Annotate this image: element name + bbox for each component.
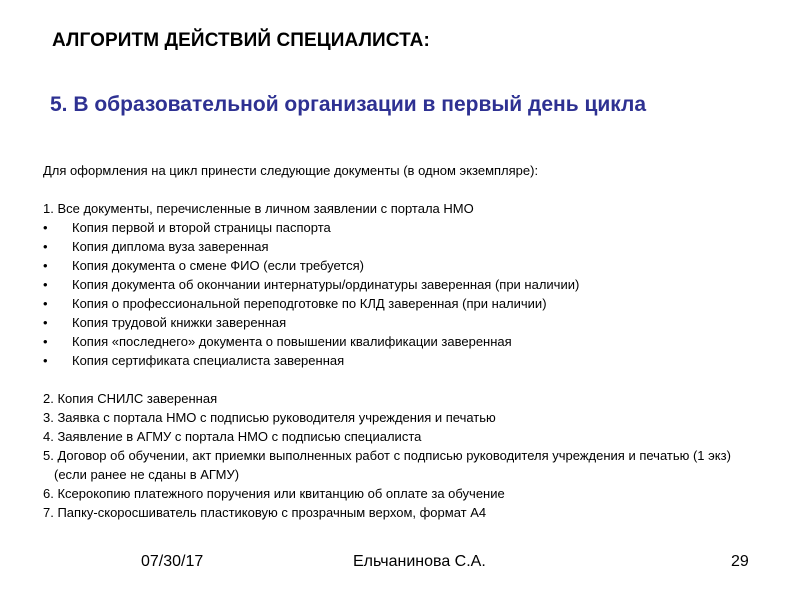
bullet-item: • Копия первой и второй страницы паспорта — [43, 220, 331, 235]
bullet-item: • Копия сертификата специалиста заверенная — [43, 353, 345, 368]
bullet-item: • Копия документа об окончании интернатуры/ординатуры заверенная (при наличии) — [43, 277, 580, 292]
bullet-icon: • — [43, 220, 48, 235]
document-bullet-list — [43, 218, 763, 370]
intro-text: Для оформления на цикл принести следующие документы (в одном экземпляре): — [43, 163, 539, 178]
list-item-6: 6. Ксерокопию платежного поручения или квитанцию об оплате за обучение — [43, 486, 505, 501]
spacer — [43, 370, 763, 389]
page-number: 29 — [731, 553, 749, 570]
bullet-item: • Копия трудовой книжки заверенная — [43, 315, 287, 330]
list-item-5: 5. Договор об обучении, акт приемки выполненных работ с подписью руководителя учреждения и печатью (1 экз) (если ранее не сданы в АГМУ) — [43, 448, 731, 482]
bullet-item: • Копия о профессиональной переподготовке по КЛД заверенная (при наличии) — [43, 296, 547, 311]
slide-title: АЛГОРИТМ ДЕЙСТВИЙ СПЕЦИАЛИСТА: — [52, 30, 430, 51]
bullet-icon: • — [43, 239, 48, 254]
bullet-icon: • — [43, 277, 48, 292]
list-item-3: 3. Заявка с портала НМО с подписью руководителя учреждения и печатью — [43, 410, 496, 425]
bullet-icon: • — [43, 258, 48, 273]
bullet-icon: • — [43, 296, 48, 311]
bullet-item: • Копия документа о смене ФИО (если требуется) — [43, 258, 365, 273]
list-item-2: 2. Копия СНИЛС заверенная — [43, 391, 218, 406]
list-item-1: 1. Все документы, перечисленные в личном заявлении с портала НМО — [43, 201, 474, 216]
footer-date: 07/30/17 — [141, 553, 204, 570]
bullet-item: • Копия «последнего» документа о повышении квалификации заверенная — [43, 334, 512, 349]
list-item-4: 4. Заявление в АГМУ с портала НМО с подписью специалиста — [43, 429, 422, 444]
list-item-7: 7. Папку-скоросшиватель пластиковую с прозрачным верхом, формат А4 — [43, 505, 487, 520]
slide-subtitle: 5. В образовательной организации в первый день цикла — [50, 93, 647, 116]
bullet-item: • Копия диплома вуза заверенная — [43, 239, 269, 254]
slide-content — [43, 161, 763, 522]
footer-author: Ельчанинова С.А. — [353, 553, 486, 570]
bullet-icon: • — [43, 315, 48, 330]
bullet-icon: • — [43, 353, 48, 368]
bullet-icon: • — [43, 334, 48, 349]
